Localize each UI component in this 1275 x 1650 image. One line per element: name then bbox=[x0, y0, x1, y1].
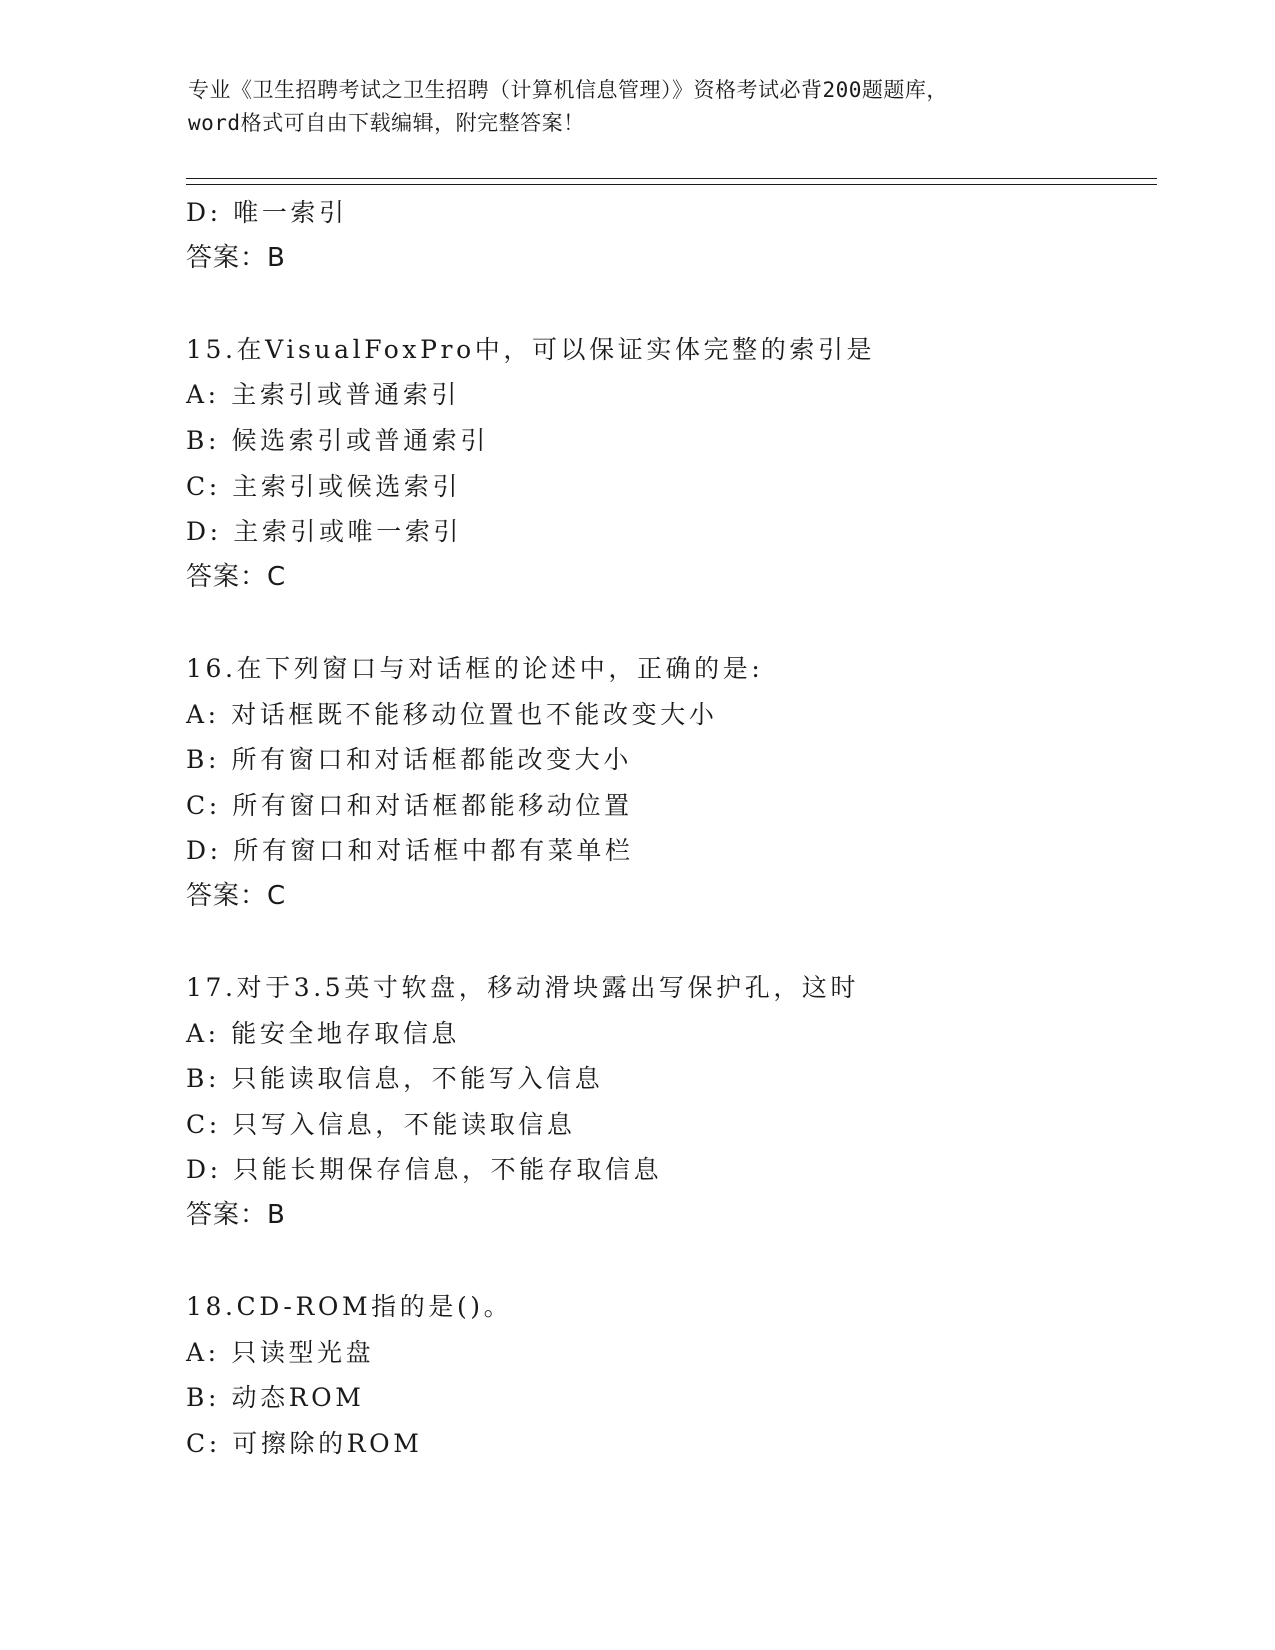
q16-stem: 16.在下列窗口与对话框的论述中，正确的是: bbox=[186, 653, 764, 683]
q17-option-b: B: 只能读取信息，不能写入信息 bbox=[186, 1064, 604, 1094]
q16-answer: 答案：C bbox=[186, 880, 287, 911]
q18-option-a: A: 只读型光盘 bbox=[186, 1337, 375, 1367]
q17-stem: 17.对于3.5英寸软盘，移动滑块露出写保护孔，这时 bbox=[186, 973, 860, 1003]
spacer bbox=[186, 920, 1146, 966]
q16-option-c: C: 所有窗口和对话框都能移动位置 bbox=[186, 790, 633, 820]
q15-option-d: D: 主索引或唯一索引 bbox=[186, 517, 463, 547]
header-title-line-1: 专业《卫生招聘考试之卫生招聘（计算机信息管理）》资格考试必背200题题库， bbox=[188, 78, 948, 102]
q17-option-a: A: 能安全地存取信息 bbox=[186, 1018, 461, 1048]
q15-option-a: A: 主索引或普通索引 bbox=[186, 380, 461, 410]
q14-option-d: D: 唯一索引 bbox=[186, 198, 348, 227]
q17-answer: 答案：B bbox=[186, 1200, 286, 1231]
question-list bbox=[186, 190, 1146, 1467]
header-title-line-2: word格式可自由下载编辑，附完整答案！ bbox=[188, 111, 585, 135]
document-header bbox=[188, 74, 1088, 140]
header-divider-bottom bbox=[186, 184, 1157, 185]
q16-option-a: A: 对话框既不能移动位置也不能改变大小 bbox=[186, 699, 718, 729]
q16-option-b: B: 所有窗口和对话框都能改变大小 bbox=[186, 745, 632, 775]
q15-option-b: B: 候选索引或普通索引 bbox=[186, 425, 489, 455]
header-divider-top bbox=[186, 178, 1157, 179]
spacer bbox=[186, 600, 1146, 646]
q17-option-d: D: 只能长期保存信息，不能存取信息 bbox=[186, 1155, 663, 1185]
q18-stem: 18.CD-ROM指的是()。 bbox=[186, 1292, 513, 1322]
q14-answer: 答案：B bbox=[186, 242, 286, 273]
q15-answer: 答案：C bbox=[186, 561, 287, 592]
spacer bbox=[186, 1239, 1146, 1285]
q15-option-c: C: 主索引或候选索引 bbox=[186, 471, 462, 501]
q17-option-c: C: 只写入信息，不能读取信息 bbox=[186, 1109, 576, 1139]
spacer bbox=[186, 281, 1146, 327]
q18-option-b: B: 动态ROM bbox=[186, 1383, 365, 1413]
q15-stem: 15.在VisualFoxPro中，可以保证实体完整的索引是 bbox=[186, 334, 876, 364]
q16-option-d: D: 所有窗口和对话框中都有菜单栏 bbox=[186, 836, 634, 866]
q18-option-c: C: 可擦除的ROM bbox=[186, 1429, 423, 1459]
